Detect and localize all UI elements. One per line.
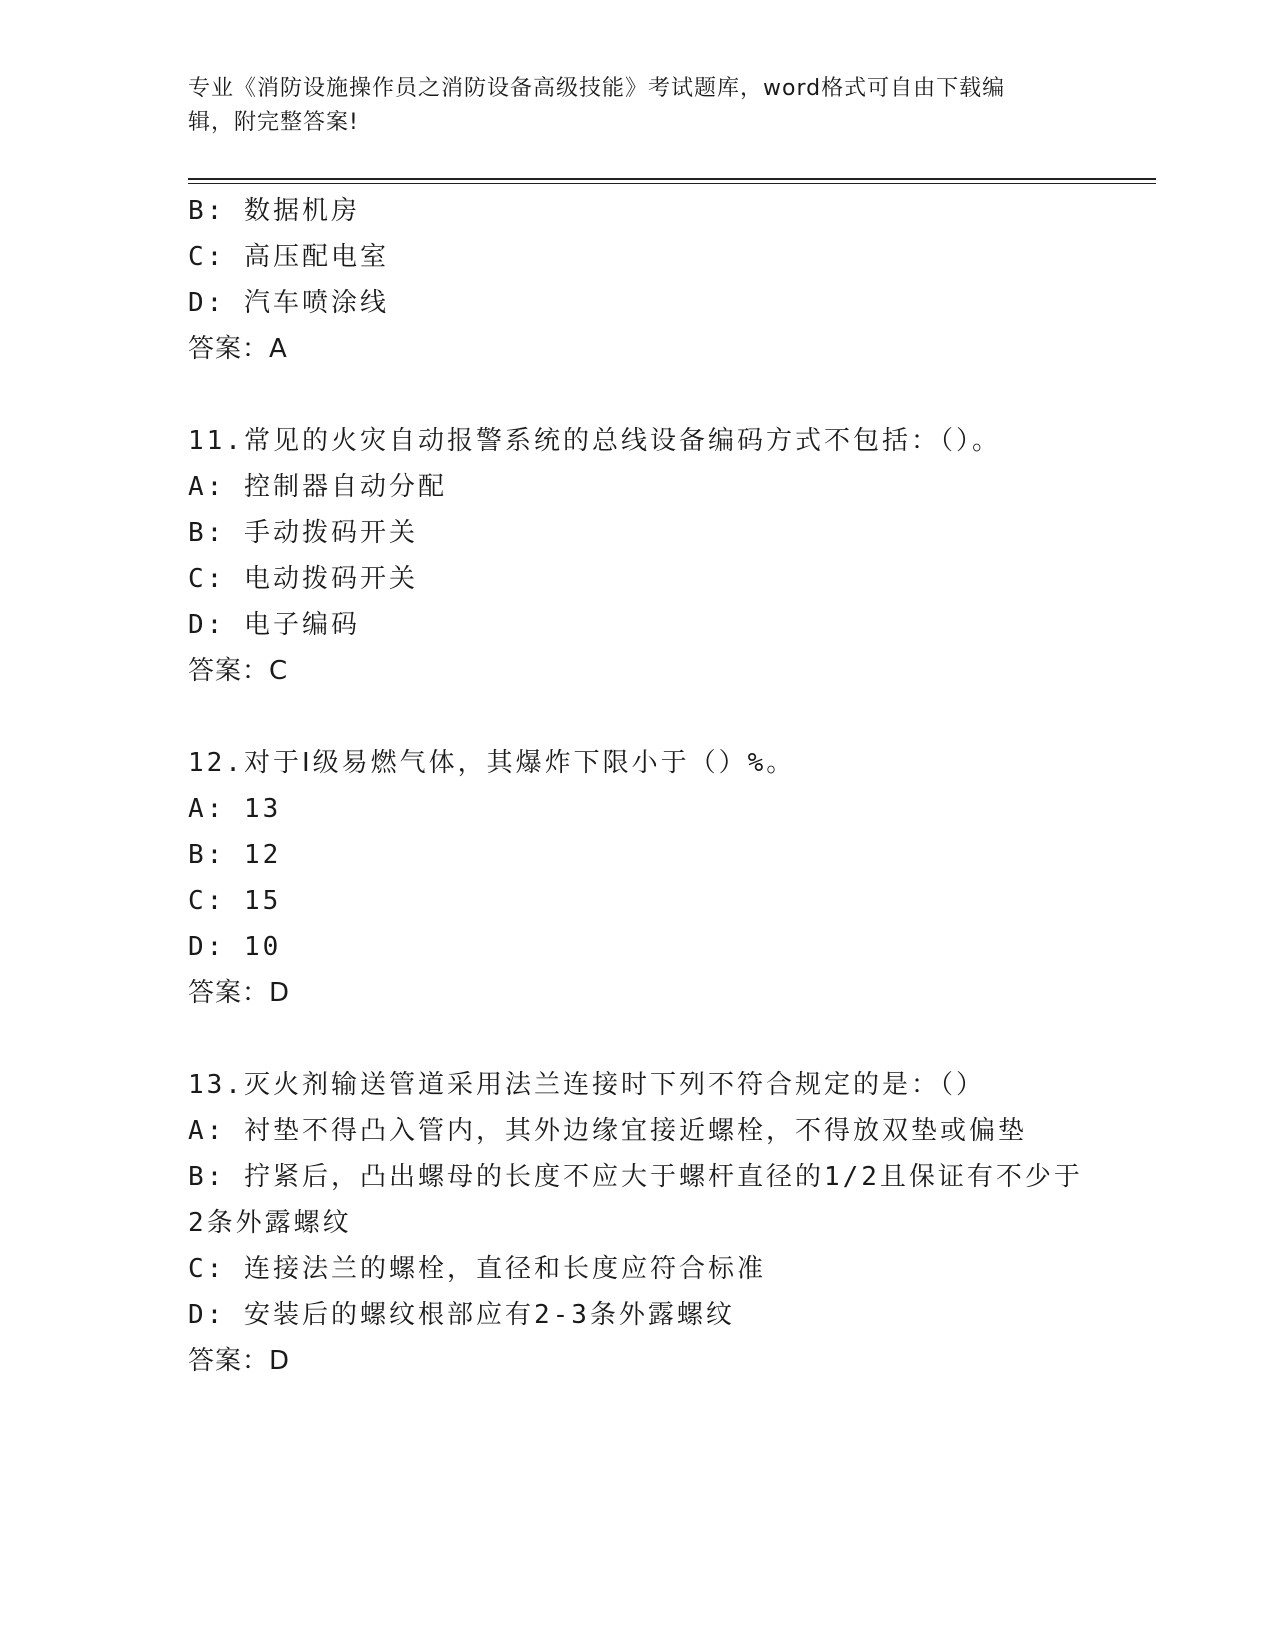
- option-a: A: 13: [188, 794, 282, 824]
- question-12: [188, 740, 1088, 1016]
- option-b: B: 数据机房: [188, 196, 360, 226]
- option-c: C: 15: [188, 886, 282, 916]
- option-b: B: 手动拨码开关: [188, 518, 418, 548]
- answer-line: 答案：D: [188, 1346, 291, 1376]
- header-line-1: 专业《消防设施操作员之消防设备高级技能》考试题库，word格式可自由下载编: [188, 76, 1006, 101]
- option-b: B: 12: [188, 840, 282, 870]
- page-header: [188, 72, 1068, 140]
- question-10: [188, 188, 1088, 372]
- spacer: [188, 694, 1088, 740]
- spacer: [188, 1016, 1088, 1062]
- option-d: D: 汽车喷涂线: [188, 288, 389, 318]
- option-c: C: 连接法兰的螺栓，直径和长度应符合标准: [188, 1254, 766, 1284]
- question-stem: 11.常见的火灾自动报警系统的总线设备编码方式不包括：（）。: [188, 426, 1001, 456]
- question-stem: 12.对于Ⅰ级易燃气体，其爆炸下限小于（）%。: [188, 748, 796, 778]
- option-c: C: 高压配电室: [188, 242, 389, 272]
- option-b-continued: 2条外露螺纹: [188, 1208, 352, 1238]
- option-d: D: 10: [188, 932, 282, 962]
- header-divider-thick: [188, 178, 1156, 180]
- header-line-2: 辑，附完整答案!: [188, 110, 359, 135]
- header-divider-thin: [188, 183, 1156, 184]
- option-a: A: 衬垫不得凸入管内，其外边缘宜接近螺栓，不得放双垫或偏垫: [188, 1116, 1027, 1146]
- option-b: B: 拧紧后，凸出螺母的长度不应大于螺杆直径的1/2且保证有不少于: [188, 1162, 1083, 1192]
- question-stem: 13.灭火剂输送管道采用法兰连接时下列不符合规定的是：（）: [188, 1070, 985, 1100]
- spacer: [188, 372, 1088, 418]
- option-c: C: 电动拨码开关: [188, 564, 418, 594]
- question-11: [188, 418, 1088, 694]
- option-d: D: 安装后的螺纹根部应有2-3条外露螺纹: [188, 1300, 735, 1330]
- answer-line: 答案：C: [188, 656, 289, 686]
- option-d: D: 电子编码: [188, 610, 360, 640]
- answer-line: 答案：D: [188, 978, 291, 1008]
- question-13: [188, 1062, 1088, 1384]
- question-list: [188, 188, 1088, 1384]
- option-a: A: 控制器自动分配: [188, 472, 447, 502]
- answer-line: 答案：A: [188, 334, 288, 364]
